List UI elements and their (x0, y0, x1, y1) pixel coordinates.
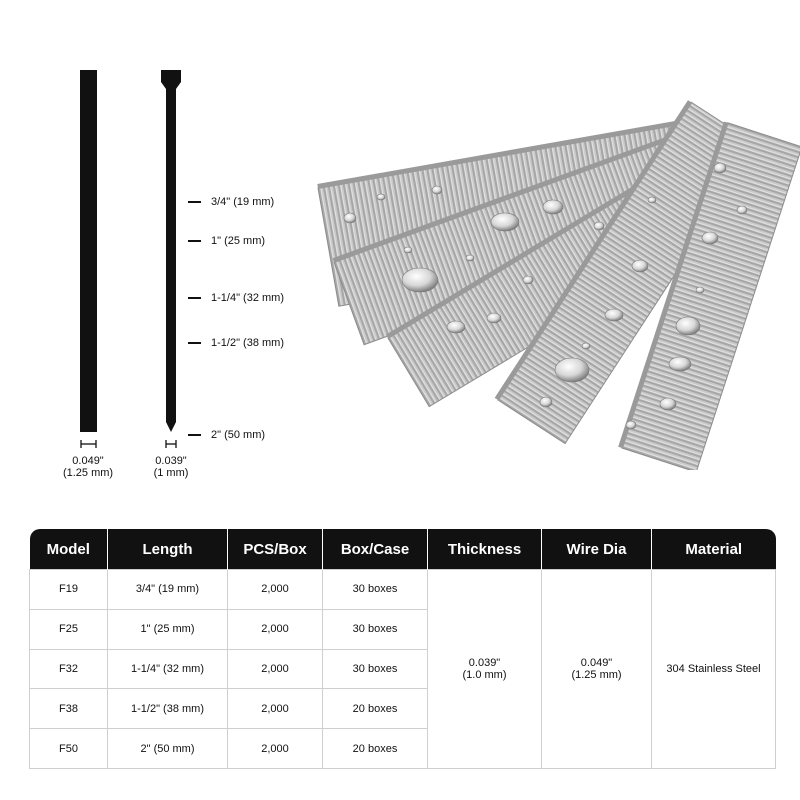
wire-dia-label (57, 455, 119, 479)
wire-dia-inch: 0.049" (580, 657, 613, 669)
wire-dia-value: 0.049" (72, 455, 104, 467)
cell-pcs-box: 2,000 (228, 649, 323, 689)
table-header-row (30, 529, 776, 570)
length-mark-3-4 (188, 196, 274, 208)
nail-strips-image (300, 90, 800, 470)
nail-silhouettes (0, 0, 300, 500)
dimension-marker-0049 (81, 440, 96, 448)
cell-box-case: 30 boxes (323, 609, 428, 649)
cell-pcs-box: 2,000 (228, 689, 323, 729)
length-mark-label: 1-1/4" (32 mm) (211, 292, 284, 304)
length-mark-label: 1-1/2" (38 mm) (211, 337, 284, 349)
tick-mark (188, 297, 201, 298)
tick-mark (188, 342, 201, 343)
tick-mark (188, 240, 201, 241)
cell-box-case: 30 boxes (323, 649, 428, 689)
cell-length: 3/4" (19 mm) (108, 570, 228, 610)
cell-box-case: 20 boxes (323, 689, 428, 729)
cell-pcs-box: 2,000 (228, 729, 323, 769)
length-mark-label: 3/4" (19 mm) (211, 196, 275, 208)
nail-size-diagram (0, 0, 300, 500)
tick-mark (188, 201, 201, 202)
header-thickness: Thickness (428, 529, 542, 570)
wire-dia-mm: (1.25 mm) (571, 669, 622, 681)
thickness-metric: (1 mm) (153, 467, 189, 479)
cell-length: 1" (25 mm) (108, 609, 228, 649)
length-mark-label: 2" (50 mm) (211, 429, 266, 441)
length-mark-1 (188, 235, 265, 247)
cell-pcs-box: 2,000 (228, 570, 323, 610)
length-mark-label: 1" (25 mm) (211, 235, 266, 247)
header-length: Length (108, 529, 228, 570)
cell-model: F38 (30, 689, 108, 729)
cell-material: 304 Stainless Steel (652, 570, 776, 769)
cell-model: F50 (30, 729, 108, 769)
cell-model: F32 (30, 649, 108, 689)
cell-model: F25 (30, 609, 108, 649)
cell-pcs-box: 2,000 (228, 609, 323, 649)
thickness-inch: 0.039" (468, 657, 501, 669)
header-pcs-box: PCS/Box (228, 529, 323, 570)
length-mark-2 (188, 429, 265, 441)
nail-0039-silhouette (161, 70, 181, 432)
cell-length: 2" (50 mm) (108, 729, 228, 769)
thickness-label (146, 455, 196, 479)
table-row (30, 570, 776, 610)
dimension-marker-0039 (166, 440, 176, 448)
header-box-case: Box/Case (323, 529, 428, 570)
nail-strips-photo (300, 90, 800, 470)
cell-thickness (428, 570, 542, 769)
header-model: Model (30, 529, 108, 570)
wire-dia-metric: (1.25 mm) (62, 467, 114, 479)
header-material: Material (652, 529, 776, 570)
spec-table (29, 529, 776, 769)
thickness-mm: (1.0 mm) (462, 669, 507, 681)
thickness-value: 0.039" (155, 455, 187, 467)
cell-box-case: 20 boxes (323, 729, 428, 769)
length-mark-1-1-2 (188, 337, 284, 349)
cell-box-case: 30 boxes (323, 570, 428, 610)
header-wire-dia: Wire Dia (542, 529, 652, 570)
length-mark-1-1-4 (188, 292, 284, 304)
cell-model: F19 (30, 570, 108, 610)
nail-0049-silhouette (80, 70, 97, 432)
cell-length: 1-1/4" (32 mm) (108, 649, 228, 689)
tick-mark (188, 434, 201, 435)
cell-wire-dia (542, 570, 652, 769)
cell-length: 1-1/2" (38 mm) (108, 689, 228, 729)
